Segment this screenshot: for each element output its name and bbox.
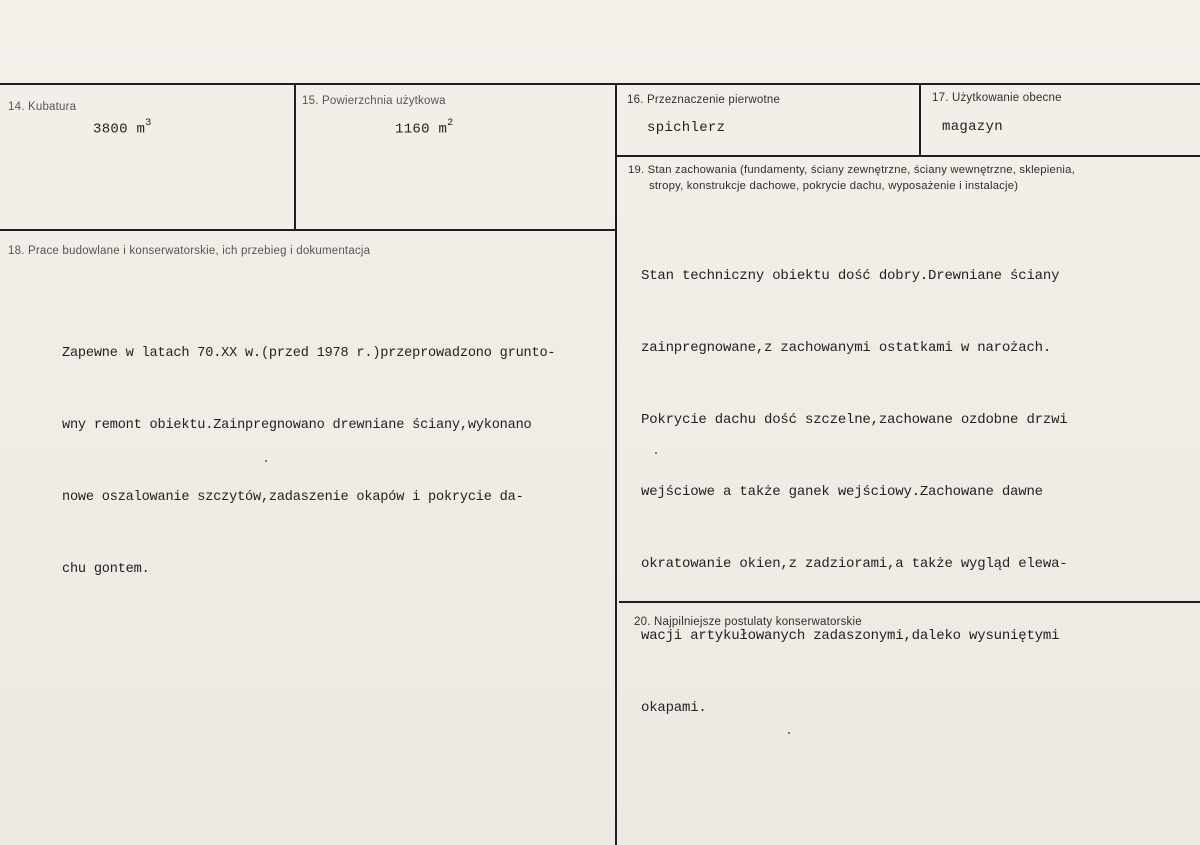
field19-line: Pokrycie dachu dość szczelne,zachowane ozdobne drzwi: [641, 412, 1068, 428]
field15-exponent: 2: [447, 118, 454, 129]
field19-line: Stan techniczny obiektu dość dobry.Drewniane ściany: [641, 268, 1060, 284]
field18-text: [62, 294, 555, 630]
field14-value: [93, 120, 152, 138]
row1-divider-left: [0, 229, 617, 231]
main-vertical-divider: [615, 83, 617, 845]
field20-label: 20. Najpilniejsze postulaty konserwatorskie: [634, 616, 862, 628]
field14-label: 14. Kubatura: [8, 101, 77, 113]
paper-speck: [655, 452, 657, 454]
field14-value-text: 3800 m: [93, 121, 146, 138]
field18-line: wny remont obiektu.Zainpregnowano drewniane ściany,wykonano: [62, 418, 532, 433]
field19-line: zainpregnowane,z zachowanymi ostatkami w narożach.: [641, 340, 1052, 356]
field19-line: okapami.: [641, 700, 707, 716]
field15-label: 15. Powierzchnia użytkowa: [302, 95, 446, 107]
divider-16-17: [919, 83, 921, 156]
divider-14-15: [294, 83, 296, 230]
top-border-line: [0, 83, 1200, 85]
row1-divider-right: [617, 155, 1200, 157]
paper-speck: [265, 460, 267, 462]
field19-label-line1: 19. Stan zachowania (fundamenty, ściany zewnętrzne, ściany wewnętrzne, sklepienia,: [628, 164, 1075, 176]
field19-text: [641, 216, 1067, 768]
field18-line: Zapewne w latach 70.XX w.(przed 1978 r.)przeprowadzono grunto-: [62, 346, 556, 361]
field17-value: magazyn: [942, 119, 1003, 135]
field19-line: okratowanie okien,z zadziorami,a także wygląd elewa-: [641, 556, 1068, 572]
field17-label: 17. Użytkowanie obecne: [932, 92, 1062, 104]
field19-line: wejściowe a także ganek wejściowy.Zachowane dawne: [641, 484, 1043, 500]
field19-line: wacji artykułowanych zadaszonymi,daleko wysuniętymi: [641, 628, 1060, 644]
field16-value: spichlerz: [647, 120, 726, 136]
field14-exponent: 3: [145, 118, 152, 129]
field19-label-line2: stropy, konstrukcje dachowe, pokrycie dachu, wyposażenie i instalacje): [649, 180, 1019, 192]
field18-label: 18. Prace budowlane i konserwatorskie, ich przebieg i dokumentacja: [8, 245, 371, 257]
field16-label: 16. Przeznaczenie pierwotne: [627, 94, 781, 106]
field15-value: [395, 120, 454, 138]
field18-line: chu gontem.: [62, 562, 150, 577]
field15-value-text: 1160 m: [395, 121, 448, 138]
field18-line: nowe oszalowanie szczytów,zadaszenie okapów i pokrycie da-: [62, 490, 524, 505]
paper-speck: [788, 732, 790, 734]
